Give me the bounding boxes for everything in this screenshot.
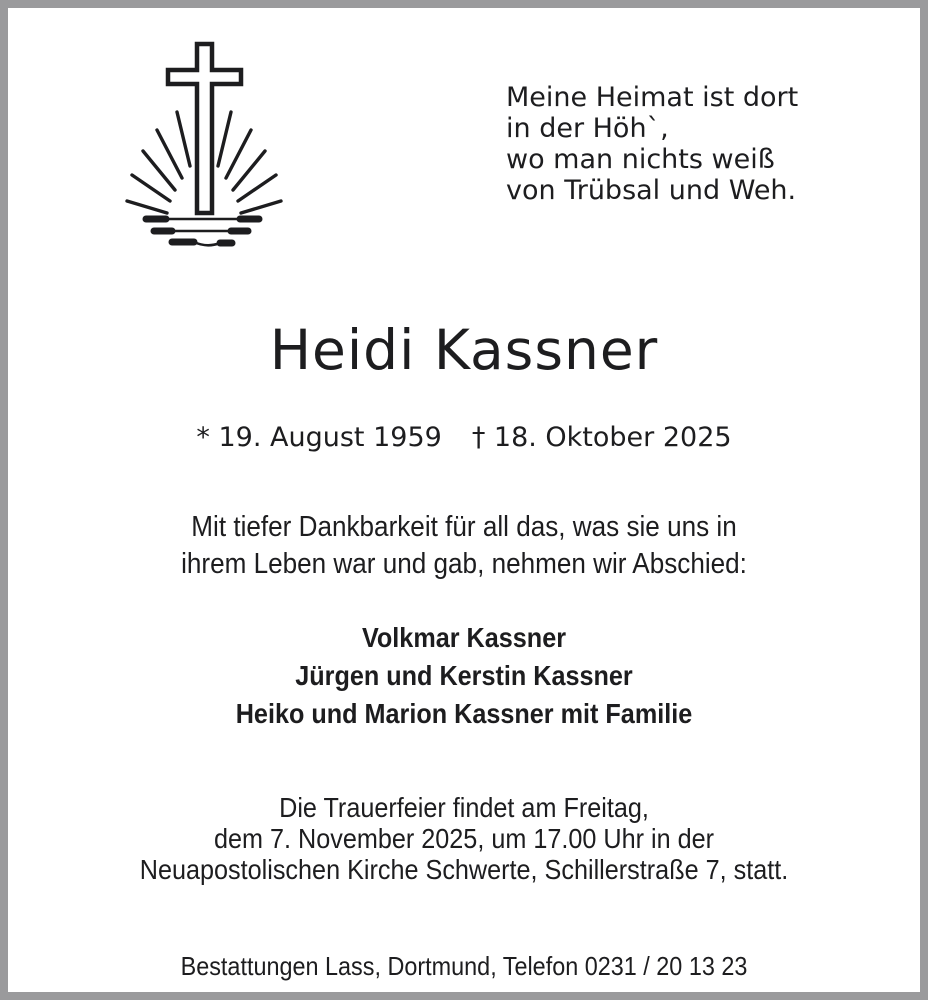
funeral-home-contact: Bestattungen Lass, Dortmund, Telefon 0231 / 20 13 23 [180,951,748,981]
funeral-details [54,792,875,885]
verse-line: von Trübsal und Weh. [506,175,797,206]
death-date: † 18. Oktober 2025 [471,422,732,453]
verse-line: wo man nichts weiß [506,144,775,175]
mourners-list [54,619,875,733]
verse-line: in der Höh`, [506,113,669,144]
birth-date: * 19. August 1959 [196,422,442,453]
memorial-verse [506,82,798,206]
mourner-name: Volkmar Kassner [361,622,567,653]
tribute-line: Mit tiefer Dankbarkeit für all das, was sie uns in [191,511,737,543]
funeral-line: dem 7. November 2025, um 17.00 Uhr in der [213,823,715,854]
cross-rays-water-icon [124,40,284,262]
funeral-line: Die Trauerfeier findet am Freitag, [279,792,649,823]
obituary-notice [8,8,920,992]
mourner-name: Heiko und Marion Kassner mit Familie [235,698,693,729]
tribute-text [54,509,875,583]
mourner-name: Jürgen und Kerstin Kassner [295,660,633,691]
verse-line: Meine Heimat ist dort [506,82,799,113]
tribute-line: ihrem Leben war und gab, nehmen wir Abschied: [181,548,747,580]
funeral-line: Neuapostolischen Kirche Schwerte, Schillerstraße 7, statt. [139,854,789,885]
life-dates [8,422,920,454]
deceased-name: Heidi Kassner [269,318,659,382]
